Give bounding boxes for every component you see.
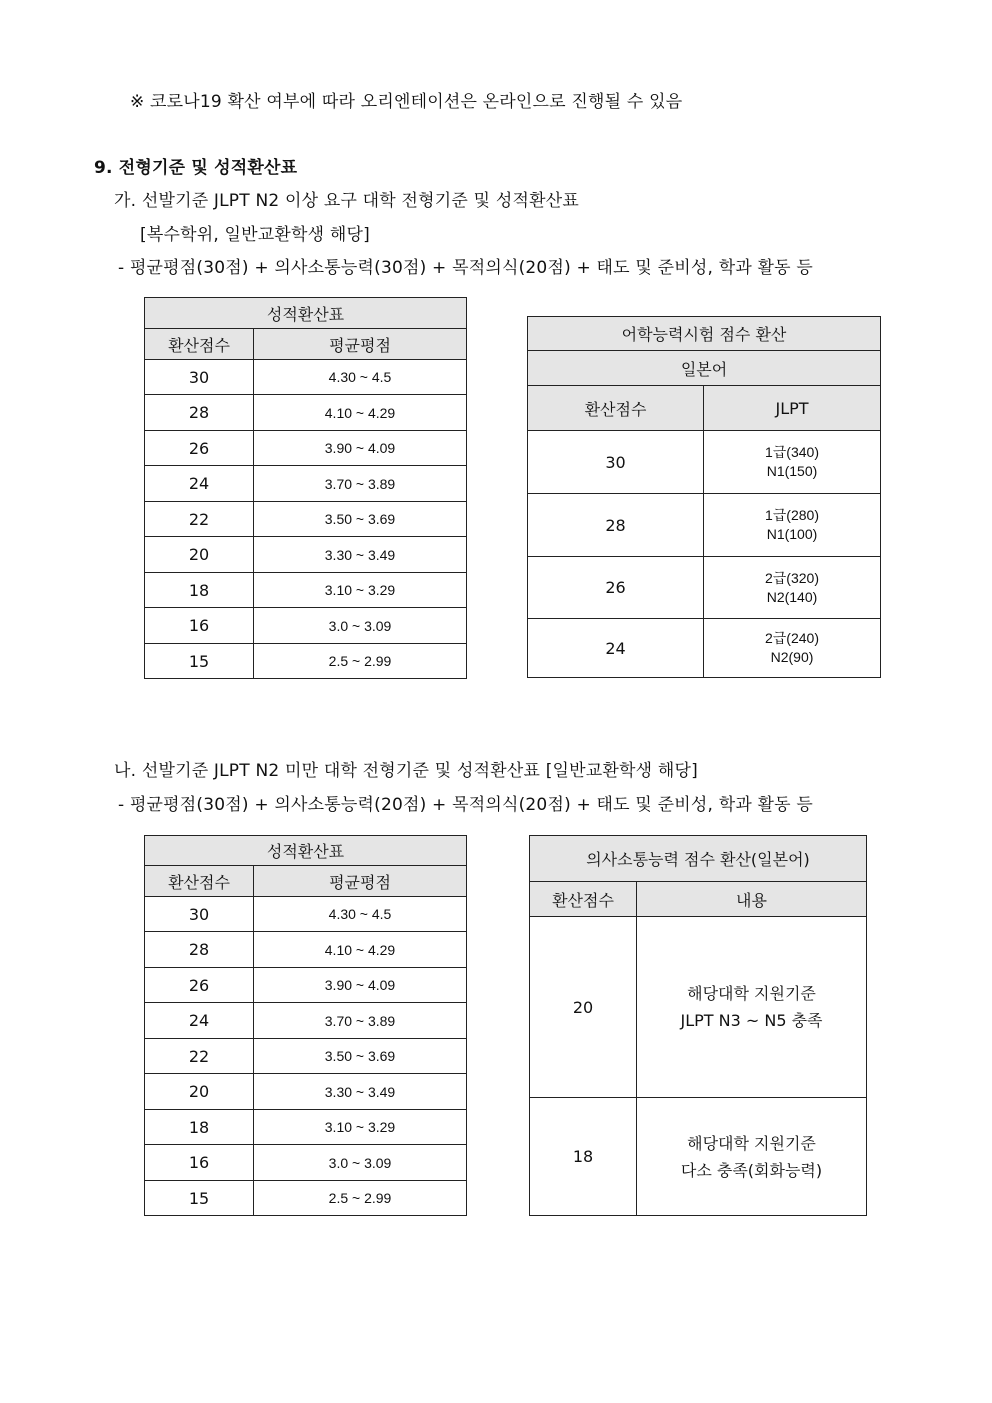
part-b-communication-table <box>529 835 867 1216</box>
part-a-language-table <box>527 316 881 678</box>
score-cell: 15 <box>145 1181 254 1216</box>
gpa-range-cell: 3.0 ~ 3.09 <box>254 1145 467 1181</box>
score-cell: 22 <box>145 502 254 537</box>
jlpt-cell: 1급(340) N1(150) <box>704 431 881 494</box>
table-row <box>145 968 467 1003</box>
jlpt-cell: 1급(280) N1(100) <box>704 494 881 557</box>
part-b-criteria: - 평균평점(30점) + 의사소통능력(20점) + 목적의식(20점) + 태도 및 준비성, 학과 활동 등 <box>118 795 814 815</box>
gpa-range-cell: 3.70 ~ 3.89 <box>254 1003 467 1039</box>
part-a-gpa-table <box>144 297 467 679</box>
score-cell: 24 <box>145 1003 254 1039</box>
table-row <box>145 431 467 466</box>
section-title: 9. 전형기준 및 성적환산표 <box>94 158 298 178</box>
communication-table-title: 의사소통능력 점수 환산(일본어) <box>530 836 867 882</box>
table-row <box>530 917 867 1098</box>
gpa-range-cell: 3.10 ~ 3.29 <box>254 1110 467 1145</box>
jlpt-cell: 2급(320) N2(140) <box>704 557 881 619</box>
score-cell: 18 <box>145 573 254 608</box>
score-cell: 18 <box>145 1110 254 1145</box>
score-cell: 26 <box>145 431 254 466</box>
communication-header-score: 환산점수 <box>530 882 637 917</box>
table-row <box>145 1181 467 1216</box>
score-cell: 15 <box>145 644 254 679</box>
table-row <box>528 431 881 494</box>
gpa-range-cell: 3.0 ~ 3.09 <box>254 608 467 644</box>
jlpt-cell: 2급(240) N2(90) <box>704 619 881 678</box>
gpa-range-cell: 3.10 ~ 3.29 <box>254 573 467 608</box>
table-row <box>145 1074 467 1110</box>
table-row <box>145 537 467 573</box>
score-cell: 28 <box>528 494 704 557</box>
table-row <box>145 932 467 968</box>
table-row <box>528 494 881 557</box>
score-cell: 30 <box>145 360 254 395</box>
communication-header-content: 내용 <box>637 882 867 917</box>
score-cell: 30 <box>145 897 254 932</box>
score-cell: 16 <box>145 608 254 644</box>
score-cell: 20 <box>530 917 637 1098</box>
score-cell: 26 <box>145 968 254 1003</box>
gpa-table-title: 성적환산표 <box>145 836 467 866</box>
corona-note: ※ 코로나19 확산 여부에 따라 오리엔테이션은 온라인으로 진행될 수 있음 <box>130 92 683 112</box>
table-row <box>530 1098 867 1216</box>
gpa-table-title: 성적환산표 <box>145 298 467 329</box>
score-cell: 24 <box>528 619 704 678</box>
score-cell: 28 <box>145 395 254 431</box>
gpa-range-cell: 4.30 ~ 4.5 <box>254 360 467 395</box>
table-row <box>145 1145 467 1181</box>
table-row <box>145 897 467 932</box>
language-table-title: 어학능력시험 점수 환산 <box>528 317 881 351</box>
part-a-criteria: - 평균평점(30점) + 의사소통능력(30점) + 목적의식(20점) + 태도 및 준비성, 학과 활동 등 <box>118 258 814 278</box>
table-row <box>145 502 467 537</box>
table-row <box>145 1110 467 1145</box>
gpa-range-cell: 3.90 ~ 4.09 <box>254 431 467 466</box>
gpa-header-score: 환산점수 <box>145 866 254 897</box>
score-cell: 20 <box>145 1074 254 1110</box>
gpa-range-cell: 3.30 ~ 3.49 <box>254 537 467 573</box>
table-row <box>145 466 467 502</box>
gpa-range-cell: 3.90 ~ 4.09 <box>254 968 467 1003</box>
table-row <box>145 395 467 431</box>
score-cell: 20 <box>145 537 254 573</box>
gpa-range-cell: 2.5 ~ 2.99 <box>254 644 467 679</box>
table-row <box>145 573 467 608</box>
table-row <box>528 557 881 619</box>
gpa-range-cell: 3.70 ~ 3.89 <box>254 466 467 502</box>
score-cell: 24 <box>145 466 254 502</box>
part-a-heading: 가. 선발기준 JLPT N2 이상 요구 대학 전형기준 및 성적환산표 <box>114 191 579 211</box>
table-row <box>528 619 881 678</box>
content-cell: 해당대학 지원기준 JLPT N3 ~ N5 충족 <box>637 917 867 1098</box>
gpa-range-cell: 3.50 ~ 3.69 <box>254 1039 467 1074</box>
part-b-gpa-table <box>144 835 467 1216</box>
language-table-subtitle: 일본어 <box>528 351 881 386</box>
table-row <box>145 644 467 679</box>
gpa-header-gpa: 평균평점 <box>254 329 467 360</box>
score-cell: 22 <box>145 1039 254 1074</box>
score-cell: 26 <box>528 557 704 619</box>
score-cell: 16 <box>145 1145 254 1181</box>
language-header-jlpt: JLPT <box>704 386 881 431</box>
table-row <box>145 1039 467 1074</box>
score-cell: 18 <box>530 1098 637 1216</box>
table-row <box>145 360 467 395</box>
gpa-range-cell: 3.50 ~ 3.69 <box>254 502 467 537</box>
gpa-range-cell: 4.30 ~ 4.5 <box>254 897 467 932</box>
part-a-subheading: [복수학위, 일반교환학생 해당] <box>140 225 370 245</box>
content-cell: 해당대학 지원기준 다소 충족(회화능력) <box>637 1098 867 1216</box>
table-row <box>145 608 467 644</box>
gpa-header-gpa: 평균평점 <box>254 866 467 897</box>
gpa-header-score: 환산점수 <box>145 329 254 360</box>
table-row <box>145 1003 467 1039</box>
gpa-range-cell: 3.30 ~ 3.49 <box>254 1074 467 1110</box>
score-cell: 30 <box>528 431 704 494</box>
gpa-range-cell: 4.10 ~ 4.29 <box>254 932 467 968</box>
language-header-score: 환산점수 <box>528 386 704 431</box>
part-b-heading: 나. 선발기준 JLPT N2 미만 대학 전형기준 및 성적환산표 [일반교환학생 해당] <box>114 761 698 781</box>
gpa-range-cell: 2.5 ~ 2.99 <box>254 1181 467 1216</box>
gpa-range-cell: 4.10 ~ 4.29 <box>254 395 467 431</box>
score-cell: 28 <box>145 932 254 968</box>
